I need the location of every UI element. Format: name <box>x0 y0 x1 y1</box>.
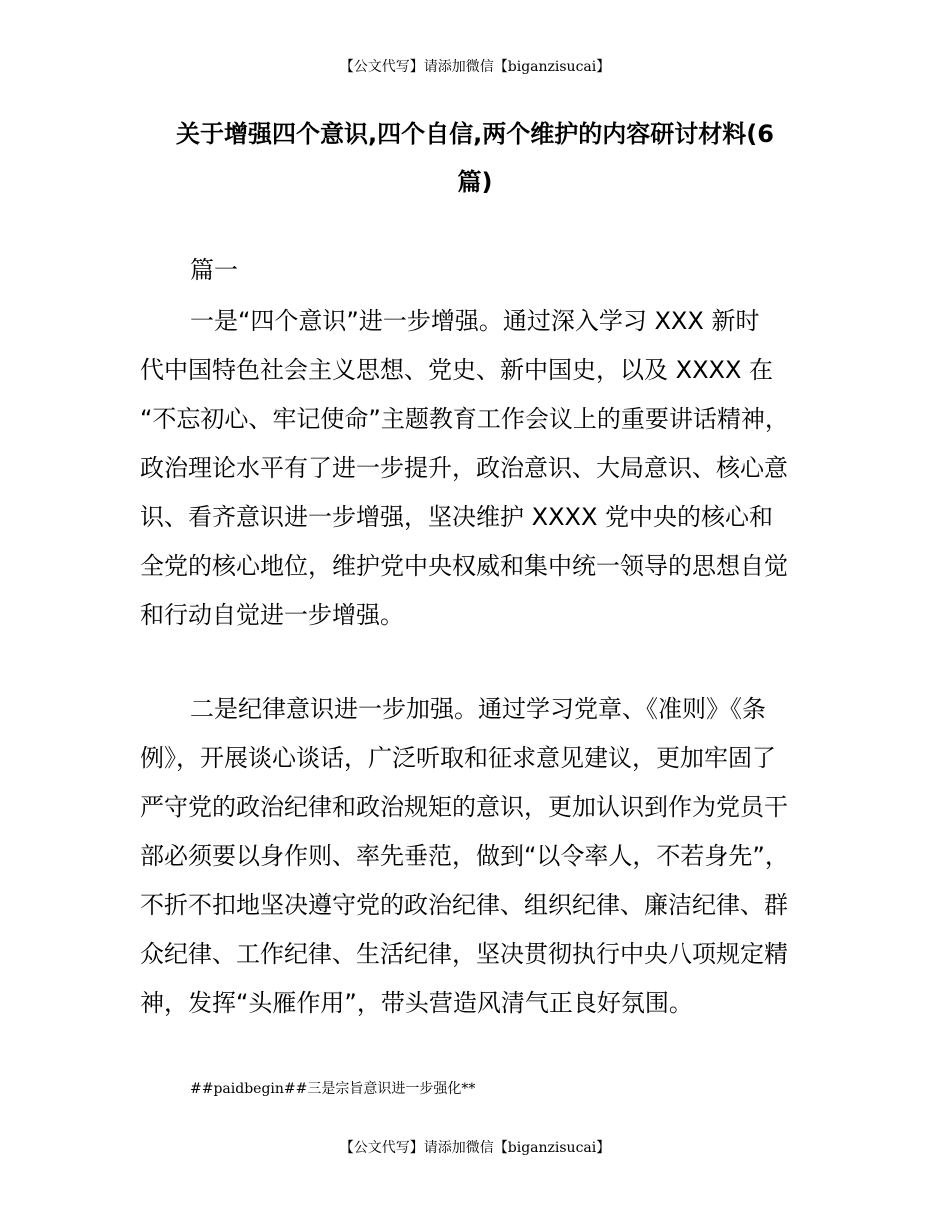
document-title-line-1: 关于增强四个意识,四个自信,两个维护的内容研讨材料(6 <box>176 120 774 148</box>
paragraph-line: 不折不扣地坚决遵守党的政治纪律、组织纪律、廉洁纪律、群 <box>140 891 788 919</box>
paragraph-line: 众纪律、工作纪律、生活纪律，坚决贯彻执行中央八项规定精 <box>140 940 788 968</box>
document-title <box>170 110 780 206</box>
paragraph-2 <box>140 685 840 1028</box>
paid-content-marker: ##paidbegin##三是宗旨意识进一步强化** <box>190 1081 476 1097</box>
paragraph-line: 严守党的政治纪律和政治规矩的意识，更加认识到作为党员干 <box>140 793 788 821</box>
paragraph-line: 例》，开展谈心谈话，广泛听取和征求意见建议，更加牢固了 <box>140 744 776 772</box>
paragraph-line: “不忘初心、牢记使命”主题教育工作会议上的重要讲话精神， <box>140 405 789 433</box>
paragraph-line: 神，发挥“头雁作用”，带头营造风清气正良好氛围。 <box>140 989 693 1017</box>
paragraph-line: 一是“四个意识”进一步增强。通过深入学习 XXX 新时 <box>190 307 760 335</box>
paragraph-line: 识、看齐意识进一步增强，坚决维护 XXXX 党中央的核心和 <box>140 503 774 531</box>
document-title-line-2: 篇) <box>457 168 493 196</box>
paragraph-line: 政治理论水平有了进一步提升，政治意识、大局意识、核心意 <box>140 454 788 482</box>
page-header: 【公文代写】请添加微信【biganzisucai】 <box>339 59 611 75</box>
paragraph-1 <box>140 297 840 640</box>
paragraph-line: 部必须要以身作则、率先垂范，做到“以令率人，不若身先”， <box>140 842 789 870</box>
paragraph-line: 二是纪律意识进一步加强。通过学习党章、《准则》《条 <box>190 695 766 723</box>
paragraph-line: 代中国特色社会主义思想、党史、新中国史，以及 XXXX 在 <box>140 356 774 384</box>
section-label: 篇一 <box>190 256 238 284</box>
paragraph-line: 和行动自觉进一步增强。 <box>140 601 404 629</box>
paragraph-line: 全党的核心地位，维护党中央权威和集中统一领导的思想自觉 <box>140 552 788 580</box>
page-footer: 【公文代写】请添加微信【biganzisucai】 <box>339 1140 611 1156</box>
